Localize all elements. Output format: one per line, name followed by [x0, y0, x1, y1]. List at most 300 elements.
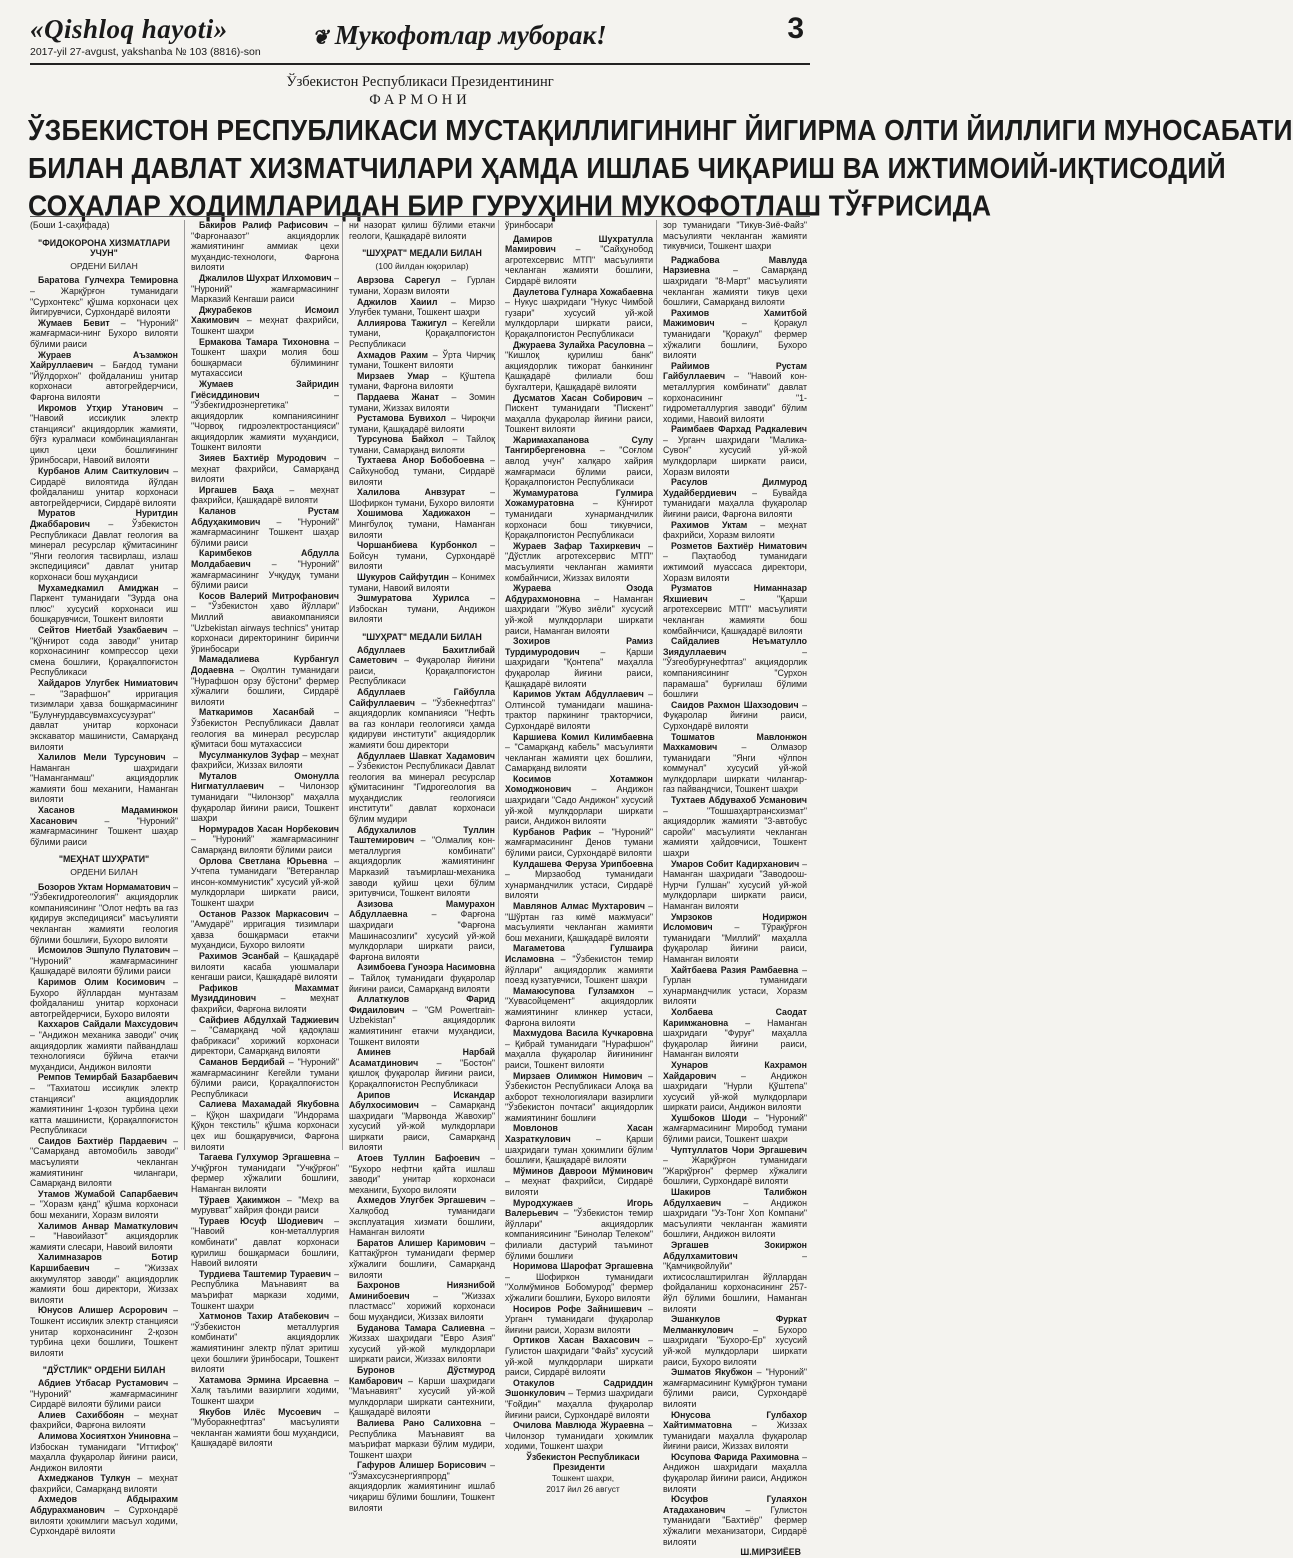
awardee-description: – Сурхондарё вилояти ҳокимлиги масъул ходими, Сурхондарё вилояти — [30, 1505, 178, 1537]
awardee-name: Мирзаев Умар — [357, 370, 430, 381]
award-entry — [349, 572, 495, 593]
awardee-description: – Бухоро шаҳридаги "Бухоро-Ер" хусусий уй-жой мулкдорлари ширкати раиси, Бухоро вилояти — [663, 1324, 807, 1367]
award-entry — [349, 593, 495, 625]
awardee-description: – Кегейли тумани, Қорақалпоғистон Республикаси — [349, 317, 495, 349]
awardee-name: Халилов Мели Турсунович — [38, 752, 166, 763]
award-entry — [349, 434, 495, 455]
awardee-description: – меҳнат фахрийси, Самарқанд вилояти — [191, 453, 339, 485]
signature-title: Ўзбекистон Республикаси Президенти — [526, 1451, 640, 1473]
awardee-description: – меҳнат фахрийси, Сирдарё вилояти — [505, 1176, 653, 1198]
awardee-name: Хасанов Мадаминжон Хасанович — [30, 805, 178, 826]
award-entry — [505, 583, 653, 636]
awardee-description: – "Фарғонаазот" акциядорлик жамиятининг аммиак цехи муҳандис-технологи, Фарғона вилояти — [191, 220, 339, 273]
awardee-description: – меҳнат фахрийси, Хоразм вилояти — [663, 519, 808, 541]
award-entry — [30, 1473, 178, 1494]
award-entry — [30, 752, 178, 805]
awardee-name: Кулдашева Феруза Урипбоевна — [513, 858, 653, 869]
awardee-name: Хайтбаева Разия Рамбаевна — [671, 964, 799, 975]
awardee-name: Якубов Илёс Мусоевич — [199, 1406, 322, 1417]
awardee-name: Абдуллаев Шавкат Хадамович — [357, 750, 495, 761]
awardee-description: – Андижон шаҳридаги "Уз-Тонг Хоп Компани" масъулияти чекланган жамияти бошлиғи, Андижон вилояти — [663, 1197, 807, 1240]
awardee-description: – Тошкент иссиқлик электр станцияси унитар корхонасининг 2-қозон турбина цехи бошлиғи, Тошкент вилояти — [30, 1305, 178, 1358]
awardee-name: Косимов Хотамжон Хомоджонович — [505, 773, 653, 795]
award-entry — [191, 379, 339, 453]
award-heading: "МЕҲНАТ ШУҲРАТИ" — [58, 854, 150, 865]
award-entry — [191, 591, 339, 655]
award-entry — [663, 732, 807, 796]
award-entry — [349, 1460, 495, 1513]
award-entry — [663, 1494, 807, 1547]
awardee-description: – Гурлан тумани, Хоразм вилояти — [349, 275, 495, 296]
article-column-2 — [184, 220, 343, 1449]
award-entry — [30, 1378, 178, 1410]
awardee-description: – "GM Powertrain-Uzbekistan" акциядорлик жамиятининг етакчи муҳандиси, Тошкент вилояти — [349, 1004, 495, 1047]
awardee-name: Икромов Утҳир Утанович — [38, 402, 164, 413]
awardee-name: Ахмедов Абдырахим Абдурахманович — [30, 1494, 178, 1516]
awardee-description: – "Бухоро нефтни қайта ишлаш заводи" унитар корхонаси механиги, Бухоро вилояти — [349, 1153, 495, 1195]
award-entry — [30, 508, 178, 582]
article-columns — [30, 220, 810, 1558]
award-entry — [30, 1019, 178, 1072]
award-entry — [349, 1365, 495, 1418]
awardee-description: – "Навоий кон-металлургия комбинати" давлат корхонасининг "1-гидрометаллургия заводи" бўлим ходими, Навоий вилояти — [663, 371, 807, 424]
award-entry — [663, 1367, 807, 1409]
award-entry — [505, 1304, 653, 1336]
awardee-name: Хушбоков Шоди — [671, 1112, 747, 1123]
awardee-name: Нормурадов Хасан Норбекович — [199, 823, 339, 834]
awardee-description: – Қарши шаҳридаги "Қонтепа" маҳалла фуқаролар йиғини раиси, Қашқадарё вилояти — [505, 646, 653, 689]
award-entry — [349, 275, 495, 296]
awardee-description: – Ўзбекистон Республикаси Давлат геология ва минерал ресурслар қўмитаси бош мутахассиси — [191, 707, 339, 750]
awardee-description: – Мингбулоқ тумани, Наманган вилояти — [349, 508, 495, 540]
awardee-description: – Учқўрғон туманидаги "Учқўрғон" фермер хўжалиги бошлиғи, Наманган вилояти — [191, 1152, 339, 1195]
awardee-description: – "Мехр ва мурувват" хайрия фонди раиси — [191, 1194, 339, 1216]
awardee-description: – Андижон шаҳридаги маҳалла фуқаролар йиғини раиси, Андижон вилояти — [663, 1451, 807, 1494]
awardee-name: Останов Раззок Маркасович — [199, 908, 329, 919]
award-heading: "ДЎСТЛИК" ОРДЕНИ БИЛАН — [42, 1365, 166, 1376]
awardee-name: Носиров Рофе Зайнишевич — [513, 1303, 642, 1314]
awardee-description: – меҳнат фахрийси, Фарғона вилояти — [30, 1409, 178, 1431]
award-entry — [663, 1007, 807, 1060]
awardee-name: Жумамуратова Гулмира Хожамуратовна — [505, 487, 653, 509]
decree-issuer: Ўзбекистон Республикаси Президентининг — [286, 74, 554, 90]
awardee-name: Салиева Махамадай Якубовна — [199, 1099, 339, 1110]
ribbon-icon: ❦ — [312, 27, 329, 49]
award-entry — [191, 1407, 339, 1449]
awardee-description: – Сирдарё вилоятида йўлдан фойдаланиш унитар корхонаси автогрейдерчиси, Сирдарё вилояти — [30, 466, 178, 508]
awardee-description: – Карши шаҳридаги "Маънавият" хусусий уй-жой мулкдорлари ширкати сантехниги, Қашқадарё вилояти — [349, 1375, 495, 1418]
award-entry — [349, 645, 495, 687]
awardee-description: – Кўнғирот туманидаги хунармандчилик корхонаси бош тикувчиси, Қорақалпоғистон Республикаси — [505, 498, 653, 541]
awardee-description: – "Ўзгеобурғунефтгаз" акциядорлик компаниясининг "Сурхон парамаша" бурғилаш бўлими бошлиғи — [663, 646, 807, 700]
awardee-name: Иргашев Баҳа — [199, 484, 274, 495]
awardee-description: – "Ўзбекгидрогеология" акциядорлик компаниясининг "Олот нефть ва газ қидирув экспедицияси" масъулияти чекланган жамияти геология бўлими бошлиғи, Бухоро вилояти — [30, 881, 178, 945]
award-entry — [663, 1187, 807, 1240]
award-entry — [505, 1198, 653, 1262]
awardee-name: Норимова Шарофат Эргашевна — [513, 1261, 653, 1272]
awardee-name: Рахимов Хамитбой Мажимович — [663, 307, 807, 329]
column-lead-text: ўринбосари — [505, 220, 554, 230]
awardee-name: Рустамова Бувихол — [357, 413, 447, 424]
award-entry — [191, 337, 339, 379]
awardee-description: – "Олмалиқ кон-металлургия комбинати" акциядорлик жамиятининг Марказий таъмирлаш-механика заводи қуйиш цехи бўлим эритувчиси, Тошкент вилояти — [349, 835, 495, 899]
awardee-description: – "Соғлом авлод учун" халқаро хайрия жамғармаси бўлими раиси, Қорақалпоғистон Республикаси — [505, 445, 653, 488]
awardee-description: – Наманган шаҳридаги "Заводоош-Нурчи Гулшан" хусусий уй-жой мулкдорлари ширкати раиси, Наманган вилояти — [663, 858, 808, 911]
awardee-description: – Қашқадарё вилояти касаба уюшмалари кенгаши раиси, Қашқадарё вилояти — [191, 950, 339, 983]
awardee-name: Дамиров Шухратулла Мамирович — [505, 233, 653, 255]
award-entry — [191, 983, 339, 1015]
awardee-description: – "Ўзбекистон темир йўллари" акциядорлик жамияти поезд кузатувчиси, Тошкент шаҳри — [505, 953, 654, 986]
award-entry — [349, 825, 495, 899]
awardee-name: Саманов Бердибай — [199, 1056, 285, 1067]
decree-type: ФАРМОНИ — [369, 92, 471, 108]
award-list — [30, 1378, 178, 1537]
award-subheading: ОРДЕНИ БИЛАН — [70, 867, 138, 878]
awardee-description: – меҳнат фахрийси, Фарғона вилояти — [191, 993, 339, 1014]
award-entry — [191, 750, 339, 771]
awardee-name: Юнусов Алишер Асрорович — [38, 1305, 168, 1316]
awardee-description: – Бойсун тумани, Сурхондарё вилояти — [349, 540, 495, 572]
award-entry — [349, 487, 495, 508]
award-subheading: ОРДЕНИ БИЛАН — [70, 260, 138, 271]
awardee-description: – "Қамчиқвойлуйи" ихтисослаштирилган йўллардан фойдаланиш корхонасининг 257-йўл бўлими бошлиғи, Наманган вилояти — [663, 1250, 807, 1314]
awardee-name: Райимов Рустам Гайбуллаевич — [663, 360, 807, 382]
award-entry — [349, 751, 495, 825]
awardee-name: Косов Валерий Митрофанович — [199, 590, 339, 601]
award-entry — [191, 856, 339, 909]
awardee-name: Азизова Мамурахон Абдуллаевна — [349, 898, 495, 920]
awardee-description: – Фуқаролар йиғини раиси, Қорақалпоғистон Республикаси — [349, 655, 495, 687]
awardee-description: – "Нуроний" жамғармасининг Денов тумани бўлими раиси, Сурхондарё вилояти — [505, 826, 653, 859]
awardee-description: – Урганч шаҳридаги "Малика-Сувон" хусусий уй-жой мулкдорлари ширкати раиси, Хоразм вилояти — [663, 434, 807, 477]
awardee-name: Муратов Нуритдин Джаббарович — [30, 508, 178, 530]
award-entry — [30, 945, 178, 977]
headline-line: ЎЗБЕКИСТОН РЕСПУБЛИКАСИ МУСТАҚИЛЛИГИНИНГ ЙИГИРМА ОЛТИ ЙИЛЛИГИ МУНОСАБАТИ — [28, 114, 1293, 147]
awardee-description: – Ўзбекистон Республикаси Давлат геология ва минерал ресурслар қўмитасининг "Гидрогеология ва муҳандислик геологияси институти" давлат корхонаси бўлим мудири — [349, 761, 495, 825]
awardee-name: Очилова Мавлюда Жураевна — [513, 1420, 645, 1431]
awardee-name: Абдиев Утбасар Рустамович — [38, 1377, 169, 1388]
award-entry — [505, 901, 653, 943]
awardee-name: Чоршанбиева Курбонкол — [357, 540, 478, 551]
award-entry — [663, 1410, 807, 1452]
awardee-name: Аджилов Хаиил — [357, 296, 438, 307]
awardee-name: Зияев Бахтиёр Муродович — [199, 453, 327, 464]
award-entry — [663, 477, 807, 519]
award-entry — [30, 403, 178, 467]
awardee-name: Раимбаев Фархад Радкалевич — [671, 424, 807, 435]
awardee-name: Аврзова Сарегул — [357, 275, 441, 286]
award-entry — [191, 654, 339, 707]
award-entry — [30, 1431, 178, 1473]
award-entry — [663, 541, 807, 583]
awardee-name: Сайдалиев Неъматулло Зиядуллаевич — [663, 636, 807, 657]
awardee-name: Халимназаров Ботир Каршибаевич — [30, 1252, 178, 1273]
awardee-description: – Нукус шаҳридаги "Нукус Чимбой гузари" хусусий уй-жой мулкдорлари ширкати раиси, Қорақалпоғистон Республикаси — [505, 297, 653, 339]
awardee-name: Жураев Аъзамжон Хайруллаевич — [30, 349, 178, 371]
award-entry — [191, 771, 339, 824]
awardee-description: – "Тошшаҳартрансхизмат" акциядорлик жамияти "3-автобус саройи" масъулияти чекланган жамияти ҳайдовчиси, Тошкент шаҳри — [663, 805, 807, 859]
awardee-name: Алиев Сахиббоян — [38, 1409, 124, 1420]
award-entry — [663, 1145, 807, 1187]
awardee-name: Ортиков Хасан Вахасович — [513, 1335, 640, 1346]
award-entry — [349, 413, 495, 434]
awardee-description: – Ўзбекистон Республикаси Алоқа ва ахборот технологиялари вазирлиги "Ўзбекистон почтаси" акциядорлик жамиятининг бошлиғи — [505, 1070, 654, 1123]
awardee-name: Каримов Уктам Абдуллаевич — [513, 689, 644, 700]
awardee-description: – Гурлан туманидаги хунармандчилик устаси, Хоразм вилояти — [663, 964, 807, 1007]
awardee-name: Джалилов Шухрат Илхомович — [199, 272, 332, 283]
awardee-name: Бахронов Ниязнибой Аминибоевич — [349, 1280, 495, 1301]
award-subheading: (100 йилдан юқорилар) — [375, 260, 469, 271]
awardee-description: – "Андижон механика заводи" очиқ акциядорлик жамияти пайвандлаш технологияси бўйича етакчи муҳандиси, Андижон вилояти — [30, 1029, 178, 1072]
awardee-name: Жумаев Зайридин Гиёсиддинович — [191, 378, 339, 400]
awardee-description: – "Навоийазот" акциядорлик жамияти слесари, Навоий вилояти — [30, 1231, 178, 1252]
award-entry — [30, 318, 178, 350]
awardee-description: – "Нуроний" жамғармаси-нинг Бухоро вилояти бўлими раиси — [30, 317, 178, 349]
awardee-description: – Қорақул туманидаги "Қорақул" фермер хўжалиги бошлиғи, Бухоро вилояти — [663, 318, 807, 361]
award-entry — [505, 541, 653, 583]
awardee-name: Халимов Анвар Маматкулович — [38, 1220, 178, 1231]
award-list — [663, 255, 807, 1547]
awardee-description: – Тайлоқ тумани, Самарқанд вилояти — [349, 434, 495, 455]
awardee-name: Рузматов Ниманназар Яхшиевич — [663, 583, 807, 604]
award-entry — [30, 977, 178, 1019]
awardee-description: – Оқолтин туманидаги "Нурафшон орзу бўстони" фермер хўжалиги бошлиғи, Сирдарё вилояти — [191, 664, 339, 707]
award-list — [349, 275, 495, 625]
award-entry — [349, 1153, 495, 1195]
award-entry — [505, 1123, 653, 1165]
award-entry — [349, 994, 495, 1047]
awardee-name: Буронов Дўстмурод Камбарович — [349, 1364, 495, 1386]
awardee-name: Буданова Тамара Салиевна — [357, 1322, 485, 1333]
award-entry — [191, 909, 339, 951]
newspaper-title: «Qishloq hayoti» — [30, 14, 228, 44]
award-entry — [191, 951, 339, 983]
award-entry — [505, 287, 653, 340]
award-entry — [663, 1113, 807, 1145]
article-column-5 — [656, 220, 808, 1558]
awardee-name: Магаметова Гулшаира Исламовна — [505, 943, 653, 964]
awardee-description: – "Самарқанд чой қадоқлаш фабрикаси" хорижий корхонаси директори, Самарқанд вилояти — [191, 1025, 339, 1057]
awardee-name: Хатмонов Тахир Атабекович — [199, 1311, 330, 1322]
award-list — [505, 234, 653, 1452]
award-entry — [505, 943, 653, 985]
award-entry — [30, 275, 178, 317]
awardee-description: – Наманган шаҳридаги "Жуво зиёли" хусусий уй-жой мулкдорлари ширкати раиси, Наманган вилояти — [505, 593, 653, 636]
awardee-name: Утамов Жумабой Сапарбаевич — [38, 1188, 178, 1199]
awardee-name: Орлова Светлана Юрьевна — [199, 855, 328, 866]
award-entry — [663, 912, 807, 965]
award-entry — [663, 520, 807, 541]
section-title — [312, 20, 607, 51]
awardee-name: Расулов Дилмурод Худайбердиевич — [663, 477, 807, 498]
award-entry — [30, 350, 178, 403]
awardee-description: – Жиззах шаҳридаги "Евро Азия" хусусий уй-жой мулкдорлари ширкати раиси, Жиззах вилояти — [349, 1322, 495, 1365]
awardee-description: – Жарқўрғон туманидаги "Жарқўрғон" фермер хўжалиги бошлиғи, Сурхондарё вилояти — [663, 1155, 807, 1187]
awardee-description: – "Ўзбекгидроэнергетика" акциядорлик компаниясининг "Чорвоқ гидроэлектростанцияси" акциядорлик жамияти муҳандиси, Тошкент вилояти — [191, 389, 339, 453]
awardee-description: – "Навоий кон-металлургия комбинати" давлат корхонаси қурилиш бошқармаси бошлиғи, Навоий вилояти — [191, 1215, 339, 1269]
article-column-4 — [498, 220, 657, 1494]
award-entry — [505, 1071, 653, 1124]
awardee-description: – Тошкент шаҳри молия бош бошқармаси бўлимининг мутахассиси — [191, 336, 339, 379]
awardee-name: Каримов Олим Косимович — [38, 976, 166, 987]
awardee-description: – Наманган шаҳридаги "Фуруғ" маҳалла фуқаролар йиғини раиси, Наманган вилояти — [663, 1017, 807, 1060]
award-entry — [505, 1028, 653, 1070]
awardee-description: – "Зарафшон" ирригация тизимлари ҳавза бошқармасининг "Булунғурдавсувмахсусузурат" давлат унитар корхонаси экскаватор машинисти, Самарқанд вилояти — [30, 688, 178, 752]
award-entry — [30, 1221, 178, 1253]
award-entry — [191, 1311, 339, 1375]
awardee-description: – Урганч туманидаги фуқаролар йиғини раиси, Хоразм вилояти — [505, 1303, 653, 1335]
awardee-name: Юнусова Гулбахор Хайтимматовна — [663, 1409, 807, 1431]
continuation-note: (Боши 1-саҳифада) — [30, 220, 110, 230]
awardee-description: – "Жиззах аккумулятор заводи" акциядорлик жамияти бош директори, Жиззах вилояти — [30, 1263, 178, 1305]
awardee-description: – Қўштепа тумани, Фарғона вилояти — [349, 370, 495, 392]
award-entry — [349, 371, 495, 392]
awardee-description: – Жиззах туманидаги маҳалла фуқаролар йиғини раиси, Жиззах вилояти — [663, 1420, 807, 1452]
award-entry — [663, 965, 807, 1007]
award-entry — [349, 1238, 495, 1280]
award-entry — [663, 1240, 807, 1314]
award-entry — [349, 1280, 495, 1322]
awardee-name: Азимбоева Гуноэра Насимовна — [357, 962, 495, 973]
award-entry — [191, 1057, 339, 1099]
award-entry — [663, 361, 807, 425]
award-entry — [191, 1015, 339, 1057]
award-entry — [663, 424, 807, 477]
awardee-name: Каланов Рустам Абдуҳакимович — [191, 506, 339, 527]
awardee-name: Курбанов Алим Саиткулович — [38, 466, 169, 477]
awardee-description: – меҳнат фахрийси, Қашқадарё вилояти — [191, 484, 339, 506]
award-entry — [191, 453, 339, 485]
awardee-description: – Избоскан туманидаги "Иттифоқ" маҳалла фуқаролар йиғини раиси, Андижон вилояти — [30, 1430, 178, 1473]
awardee-name: Бозоров Уктам Нормаматович — [38, 881, 171, 892]
awardee-name: Турдиева Таштемир Тураевич — [199, 1268, 331, 1279]
awardee-description: – "Қарши агротехсервис МТП" масъулияти чекланган жамияти бош комбайнчиси, Қашқадарё вилояти — [663, 593, 807, 636]
award-entry — [191, 273, 339, 305]
awardee-name: Эшматов Якубжон — [671, 1367, 753, 1378]
award-entry — [30, 625, 178, 678]
awardee-name: Мамаюсупова Гулзамхон — [513, 985, 635, 996]
article-column-3 — [342, 220, 499, 1513]
awardee-description: – Олмазор туманидаги "Янги чўлпон коммунал" хусусий уй-жой мулкдорлари ширкати чилангар-газ пайвандчиси, Тошкент шаҳри — [663, 742, 807, 795]
awardee-description: – Бухоро йўллардан мунтазам фойдаланиш унитар корхонаси автогрейдерчиси, Бухоро вилояти — [30, 976, 178, 1019]
award-entry — [663, 308, 807, 361]
awardee-name: Жураева Озода Абдурахмоновна — [505, 583, 653, 604]
awardee-name: Атоев Туллин Бафоевич — [357, 1153, 480, 1164]
award-entry — [191, 485, 339, 506]
headline-line: СОҲАЛАР ХОДИМЛАРИДАН БИР ГУРУҲИНИ МУКОФОТЛАШ ТЎҒРИСИДА — [28, 189, 992, 223]
column-lead-text: ни назорат қилиш бўлими етакчи геологи, Қашқадарё вилояти — [349, 220, 495, 241]
award-entry — [349, 1195, 495, 1237]
awardee-description: – Гулистон туманидаги "Бахтиёр" фермер хўжалиги механизатори, Сирдарё вилояти — [663, 1504, 807, 1547]
award-entry — [349, 687, 495, 751]
awardee-name: Арипов Искандар Абулхосимович — [349, 1089, 495, 1111]
awardee-name: Баратова Гулчехра Темировна — [38, 275, 178, 286]
awardee-name: Ермакова Тамара Тихоновна — [199, 336, 330, 347]
awardee-name: Юсуфов Гулаяхон Атадаханович — [663, 1494, 807, 1515]
awardee-description: – Бағдод тумани "Йўлдорхон" фойдаланиш унитар корхонаси автогрейдерчиси, Фарғона вилояти — [30, 360, 178, 402]
awardee-name: Рахимов Эсанбай — [199, 950, 280, 961]
awardee-description: – "Амударё" ирригация тизимлари ҳавза бошқармаси етакчи муҳандиси, Бухоро вилояти — [191, 908, 339, 951]
awardee-name: Абдуллаев Бахитлибай Саметович — [349, 644, 495, 666]
award-entry — [349, 540, 495, 572]
award-entry — [30, 1189, 178, 1221]
awardee-name: Мухамедкамил Амиджан — [38, 582, 159, 593]
awardee-name: Сейтов Ниетбай Узакбаевич — [38, 624, 168, 635]
award-entry — [663, 795, 807, 859]
awardee-description: – Пискент туманидаги "Пискент" маҳалла фуқаролар йиғини раиси, Тошкент вилояти — [505, 392, 653, 435]
awardee-description: – "Ўзбекнефтгаз" акциядорлик компанияси "Нефть ва газ конлари геологияси ҳамда қидируви институти" акциядорлик жамияти бош директори — [349, 697, 495, 750]
header-divider — [30, 63, 810, 65]
awardee-description: – "Кишлоқ қурилиш банк" акциядорлик тижорат банкининг Қашқадарё филиали бош бухгалтери, Қашқадарё вилояти — [505, 339, 653, 392]
awardee-description: – Андижон шаҳридаги "Садо Андижон" хусусий уй-жой мулкдорлари ширкати раиси, Андижон вилояти — [505, 784, 653, 827]
award-entry — [505, 986, 653, 1028]
awardee-name: Чуптуллатов Чори Эргашевич — [671, 1144, 807, 1155]
awardee-description: – "Нуроний" жамғармасининг Самарқанд вилояти бўлими раиси — [191, 834, 339, 856]
section-title-text: Мукофотлар муборак! — [334, 20, 607, 50]
decree-headline — [28, 112, 1293, 225]
award-entry — [30, 882, 178, 946]
award-entry — [191, 220, 339, 273]
awardee-name: Тошматов Мавлонжон Махкамович — [663, 731, 807, 753]
awardee-description: – Қибрай туманидаги "Нурафшон" маҳалла фуқаролар йиғинининг раиси, Тошкент вилояти — [505, 1038, 653, 1070]
awardee-description: – Тайлоқ туманидаги фуқаролар йиғини раиси, Самарқанд вилояти — [349, 972, 495, 994]
award-entry — [505, 1378, 653, 1420]
awardee-name: Хунаров Кахрамон Хайдарович — [663, 1059, 807, 1081]
awardee-description: – "Сайҳунобод агротехсервис МТП" масъулияти чекланган жамияти бошлиғи, Сирдарё вилояти — [505, 244, 653, 286]
award-entry — [349, 1418, 495, 1460]
award-entry — [30, 1410, 178, 1431]
awardee-description: – Республика Маънавият ва маърифат маркази ходими, Тошкент шаҳри — [191, 1268, 339, 1311]
awardee-description: – "Нуроний" жамғармасининг Кегейли тумани бўлими раиси, Қорақалпоғистон Республикаси — [191, 1056, 339, 1099]
awardee-name: Каххаров Сайдали Махсудович — [38, 1019, 178, 1030]
awardee-name: Жумаев Бевит — [38, 317, 110, 328]
award-entry — [349, 1090, 495, 1154]
awardee-name: Жураев Зафар Тахиркевич — [513, 540, 641, 551]
award-entry — [505, 435, 653, 488]
awardee-name: Мўминов Давроои Мўминович — [513, 1165, 653, 1176]
award-entry — [349, 1047, 495, 1089]
awardee-name: Алимова Хосиятхон Униновна — [38, 1430, 171, 1441]
awardee-name: Хатамова Эрмина Ирсаевна — [199, 1374, 329, 1385]
award-entry — [191, 548, 339, 590]
award-list — [349, 645, 495, 1514]
awardee-description: – Чироқчи тумани, Қашқадарё вилояти — [349, 413, 495, 434]
award-entry — [349, 899, 495, 963]
award-entry — [191, 1152, 339, 1194]
awardee-name: Зохиров Рамиз Турдимуродович — [505, 636, 653, 657]
awardee-description: – Каттақўрғон туманидаги фермер хўжалиги бошлиғи, Самарқанд вилояти — [349, 1237, 495, 1280]
awardee-name: Муродхужаев Игорь Валерьевич — [505, 1197, 653, 1219]
awardee-description: – "Дўстлик агротехсервис МТП" масъулияти чекланган жамияти комбайнчиси, Жиззах вилояти — [505, 540, 653, 583]
awardee-description: – Ўзбекистон Республикаси Давлат геология ва минерал ресурслар қўмитасининг "Янги геология тасвирлаш, излаш экспедицияси" давлат унитар корхонаси бош муҳандиси — [30, 519, 178, 582]
award-entry — [663, 700, 807, 732]
awardee-name: Хайдаров Улугбек Нимиатович — [38, 677, 178, 688]
awardee-description: – Чилонзор туманидаги "Чилонзор" маҳалла фуқаролар йиғини раиси, Тошкент шаҳри — [191, 781, 339, 824]
awardee-description: – Бувайда туманидаги маҳалла фуқаролар йиғини раиси, Фарғона вилояти — [663, 487, 807, 520]
awardee-name: Саидов Бахтиёр Пардаевич — [38, 1135, 168, 1146]
awardee-description: – "Нуроний" жамғармасининг Кумқўрғон тумани бўлими раиси, Сурхондарё вилояти — [663, 1367, 807, 1409]
awardee-name: Турсунова Байхол — [357, 434, 444, 445]
award-list — [191, 220, 339, 1449]
award-entry — [505, 1335, 653, 1377]
awardee-description: – Паҳтаобод туманидаги ижтимоий муассаса директори, Хоразм вилояти — [663, 551, 807, 583]
awardee-name: Раджабова Мавлуда Нарзиевна — [663, 254, 807, 276]
awardee-description: – "Нуроний" жамғармасининг Тошкент шаҳар бўлими раиси — [30, 815, 178, 847]
awardee-description: – Паркент туманидаги "Зурда она плюс" хусусий корхонаси иш бошқарувчиси, Тошкент вилояти — [30, 582, 178, 625]
awardee-description: – "Ўзбекистон ҳаво йўллари" Миллий авиакомпанияси "Uzbekistan airways technics" унитар корхонаси директорининг биринчи ўринбосари — [191, 601, 339, 654]
awardee-description: – меҳнат фахрийси, Жиззах вилояти — [191, 749, 340, 771]
award-entry — [30, 1305, 178, 1358]
